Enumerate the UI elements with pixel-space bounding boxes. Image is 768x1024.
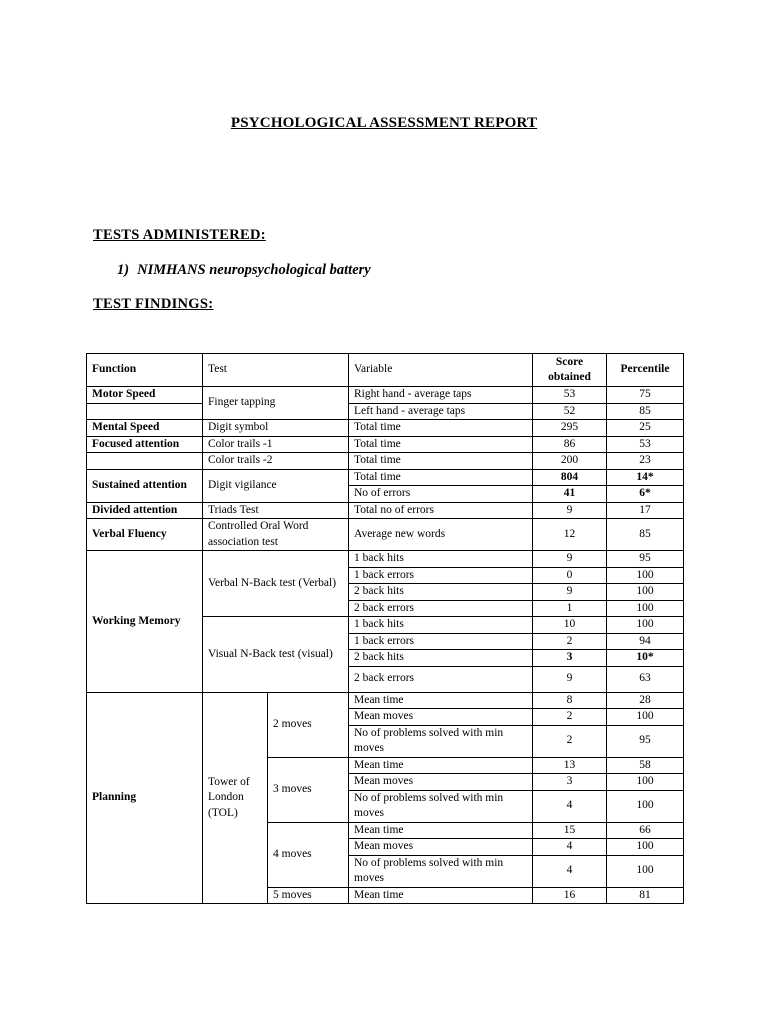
score-cell: 2 (533, 633, 607, 650)
variable-cell: Mean time (349, 822, 533, 839)
percentile-cell: 100 (607, 584, 684, 601)
moves-cell: 2 moves (268, 692, 349, 757)
percentile-cell: 25 (607, 420, 684, 437)
test-cell: Color trails -2 (203, 453, 349, 470)
score-cell: 12 (533, 519, 607, 551)
variable-cell: Total time (349, 453, 533, 470)
variable-cell: 2 back hits (349, 650, 533, 667)
variable-cell: Mean time (349, 757, 533, 774)
variable-cell: Left hand - average taps (349, 403, 533, 420)
table-row (87, 502, 684, 519)
score-cell: 295 (533, 420, 607, 437)
score-cell: 41 (533, 486, 607, 503)
score-cell: 2 (533, 709, 607, 726)
variable-cell: 2 back errors (349, 666, 533, 692)
variable-cell: No of problems solved with min moves (349, 790, 533, 822)
function-cell: Verbal Fluency (87, 519, 203, 551)
variable-cell: Mean moves (349, 839, 533, 856)
score-cell: 52 (533, 403, 607, 420)
variable-cell: 1 back hits (349, 551, 533, 568)
percentile-cell: 100 (607, 790, 684, 822)
percentile-cell: 95 (607, 551, 684, 568)
function-cell: Motor Speed (87, 387, 203, 404)
variable-cell: 2 back errors (349, 600, 533, 617)
percentile-cell: 58 (607, 757, 684, 774)
function-cell: Focused attention (87, 436, 203, 453)
score-cell: 15 (533, 822, 607, 839)
score-cell: 4 (533, 790, 607, 822)
empty-cell (87, 403, 203, 420)
variable-cell: Average new words (349, 519, 533, 551)
score-cell: 2 (533, 725, 607, 757)
test-cell: Digit symbol (203, 420, 349, 437)
variable-cell: No of errors (349, 486, 533, 503)
score-cell: 9 (533, 666, 607, 692)
battery-item (117, 262, 371, 279)
variable-cell: Mean moves (349, 709, 533, 726)
test-findings-heading: TEST FINDINGS: (93, 296, 214, 312)
percentile-cell: 100 (607, 774, 684, 791)
header-percentile: Percentile (607, 354, 684, 387)
variable-cell: Total time (349, 436, 533, 453)
function-cell: Planning (87, 692, 203, 904)
score-cell: 3 (533, 774, 607, 791)
table-row (87, 551, 684, 568)
test-cell: Triads Test (203, 502, 349, 519)
variable-cell: Mean time (349, 887, 533, 904)
percentile-cell: 85 (607, 403, 684, 420)
percentile-cell: 23 (607, 453, 684, 470)
variable-cell: Total no of errors (349, 502, 533, 519)
variable-cell: No of problems solved with min moves (349, 855, 533, 887)
header-function: Function (87, 354, 203, 387)
variable-cell: Total time (349, 469, 533, 486)
score-cell: 0 (533, 567, 607, 584)
table-row (87, 692, 684, 709)
table-row (87, 469, 684, 486)
table-header-row (87, 354, 684, 387)
percentile-cell: 14* (607, 469, 684, 486)
percentile-cell: 100 (607, 855, 684, 887)
score-cell: 9 (533, 584, 607, 601)
battery-name: NIMHANS neuropsychological battery (137, 262, 371, 278)
score-cell: 53 (533, 387, 607, 404)
score-cell: 200 (533, 453, 607, 470)
score-cell: 8 (533, 692, 607, 709)
score-cell: 4 (533, 839, 607, 856)
variable-cell: 1 back hits (349, 617, 533, 634)
test-cell: Color trails -1 (203, 436, 349, 453)
percentile-cell: 10* (607, 650, 684, 667)
test-cell: Verbal N-Back test (Verbal) (203, 551, 349, 617)
percentile-cell: 100 (607, 709, 684, 726)
test-cell: Controlled Oral Word association test (203, 519, 349, 551)
score-cell: 4 (533, 855, 607, 887)
function-cell: Mental Speed (87, 420, 203, 437)
score-cell: 1 (533, 600, 607, 617)
percentile-cell: 63 (607, 666, 684, 692)
header-variable: Variable (349, 354, 533, 387)
percentile-cell: 81 (607, 887, 684, 904)
percentile-cell: 6* (607, 486, 684, 503)
variable-cell: No of problems solved with min moves (349, 725, 533, 757)
variable-cell: 2 back hits (349, 584, 533, 601)
percentile-cell: 53 (607, 436, 684, 453)
moves-cell: 5 moves (268, 887, 349, 904)
percentile-cell: 94 (607, 633, 684, 650)
variable-cell: 1 back errors (349, 633, 533, 650)
header-score: Score obtained (533, 354, 607, 387)
moves-cell: 3 moves (268, 757, 349, 822)
score-cell: 9 (533, 551, 607, 568)
score-cell: 13 (533, 757, 607, 774)
variable-cell: Mean moves (349, 774, 533, 791)
table-row (87, 453, 684, 470)
function-cell: Working Memory (87, 551, 203, 693)
percentile-cell: 75 (607, 387, 684, 404)
percentile-cell: 100 (607, 839, 684, 856)
empty-cell (87, 453, 203, 470)
percentile-cell: 100 (607, 600, 684, 617)
score-cell: 16 (533, 887, 607, 904)
variable-cell: Mean time (349, 692, 533, 709)
function-cell: Sustained attention (87, 469, 203, 502)
results-table (86, 353, 684, 904)
percentile-cell: 100 (607, 567, 684, 584)
variable-cell: 1 back errors (349, 567, 533, 584)
percentile-cell: 85 (607, 519, 684, 551)
percentile-cell: 28 (607, 692, 684, 709)
table-row (87, 387, 684, 404)
percentile-cell: 100 (607, 617, 684, 634)
table-row (87, 420, 684, 437)
score-cell: 10 (533, 617, 607, 634)
score-cell: 9 (533, 502, 607, 519)
report-title: PSYCHOLOGICAL ASSESSMENT REPORT (230, 115, 538, 131)
moves-cell: 4 moves (268, 822, 349, 887)
variable-cell: Right hand - average taps (349, 387, 533, 404)
score-cell: 804 (533, 469, 607, 486)
percentile-cell: 66 (607, 822, 684, 839)
function-cell: Divided attention (87, 502, 203, 519)
test-cell: Finger tapping (203, 387, 349, 420)
score-cell: 86 (533, 436, 607, 453)
percentile-cell: 95 (607, 725, 684, 757)
tests-administered-heading: TESTS ADMINISTERED: (93, 227, 266, 243)
test-cell: Tower of London (TOL) (203, 692, 268, 904)
variable-cell: Total time (349, 420, 533, 437)
percentile-cell: 17 (607, 502, 684, 519)
table-row (87, 436, 684, 453)
table-row (87, 403, 684, 420)
score-cell: 3 (533, 650, 607, 667)
test-cell: Visual N-Back test (visual) (203, 617, 349, 693)
test-cell: Digit vigilance (203, 469, 349, 502)
table-row (87, 519, 684, 551)
battery-number: 1) (117, 262, 130, 278)
header-test: Test (203, 354, 349, 387)
